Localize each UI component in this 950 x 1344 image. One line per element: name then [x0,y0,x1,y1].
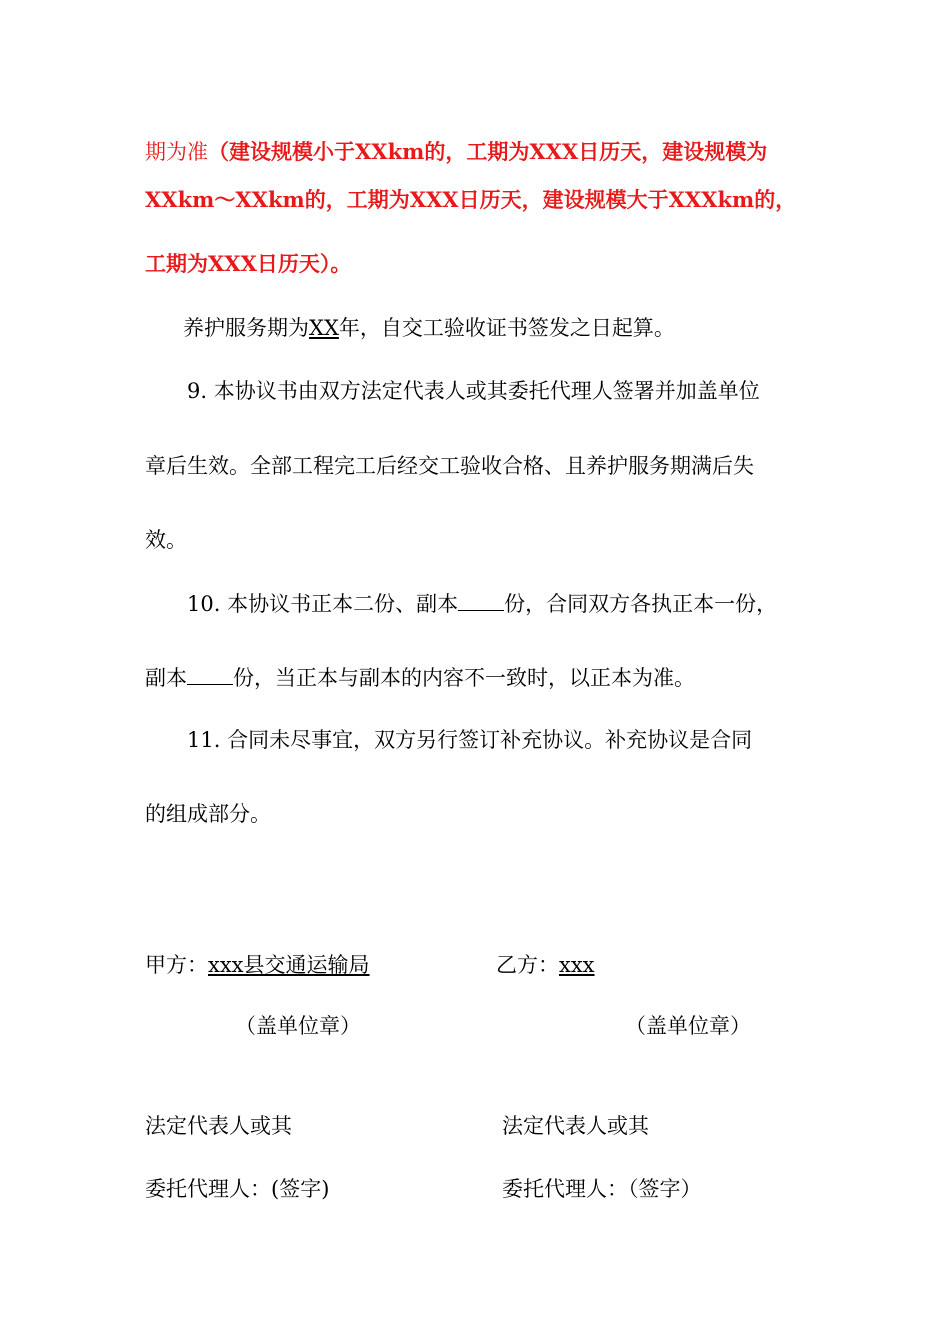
item-10-line-2 [145,664,695,692]
party-a [145,951,370,979]
party-a-name: xxx县交通运输局 [208,953,370,977]
party-b [496,951,595,979]
copies-blank-2 [187,664,233,685]
red-clause-line-2: XXkm～XXkm的，工期为XXX日历天，建设规模大于XXXkm的， [145,187,797,212]
red-clause-line-3: 工期为XXX日历天）。 [145,251,352,276]
maintenance-years-value: XX [309,316,339,340]
item-10-line-2-after: 份，当正本与副本的内容不一致时，以正本为准。 [233,666,695,690]
maintenance-before: 养护服务期为 [183,316,309,340]
party-b-agent-signature: 委托代理人：（签字） [502,1177,702,1201]
red-clause-line-1 [145,138,767,166]
copies-blank-1 [458,590,504,611]
party-a-representative: 法定代表人或其 [145,1114,292,1138]
party-a-agent-signature: 委托代理人：(签字) [145,1177,330,1201]
party-b-label: 乙方： [496,953,559,977]
item-9-line-3: 效。 [145,528,187,552]
item-10-line-1-before: 10. 本协议书正本二份、副本 [187,592,459,616]
item-10-line-1 [187,590,777,618]
item-10-line-2-before: 副本 [145,666,187,690]
item-9-line-1: 9. 本协议书由双方法定代表人或其委托代理人签署并加盖单位 [187,379,760,403]
red-clause-line-1-rest: （建设规模小于XXkm的，工期为XXX日历天，建设规模为 [208,139,768,164]
item-9-line-2: 章后生效。全部工程完工后经交工验收合格、且养护服务期满后失 [145,454,754,478]
red-clause-lead: 期为准 [145,140,208,164]
item-10-line-1-after: 份，合同双方各执正本一份， [504,592,778,616]
party-b-seal: （盖单位章） [625,1014,751,1038]
item-11-line-2: 的组成部分。 [145,802,271,826]
party-a-label: 甲方： [145,953,208,977]
maintenance-after: 年，自交工验收证书签发之日起算。 [338,316,675,340]
party-b-representative: 法定代表人或其 [502,1114,649,1138]
maintenance-period [183,314,675,342]
party-a-seal: （盖单位章） [235,1014,361,1038]
party-b-name: xxx [559,953,595,977]
item-11-line-1: 11. 合同未尽事宜，双方另行签订补充协议。补充协议是合同 [187,728,753,752]
